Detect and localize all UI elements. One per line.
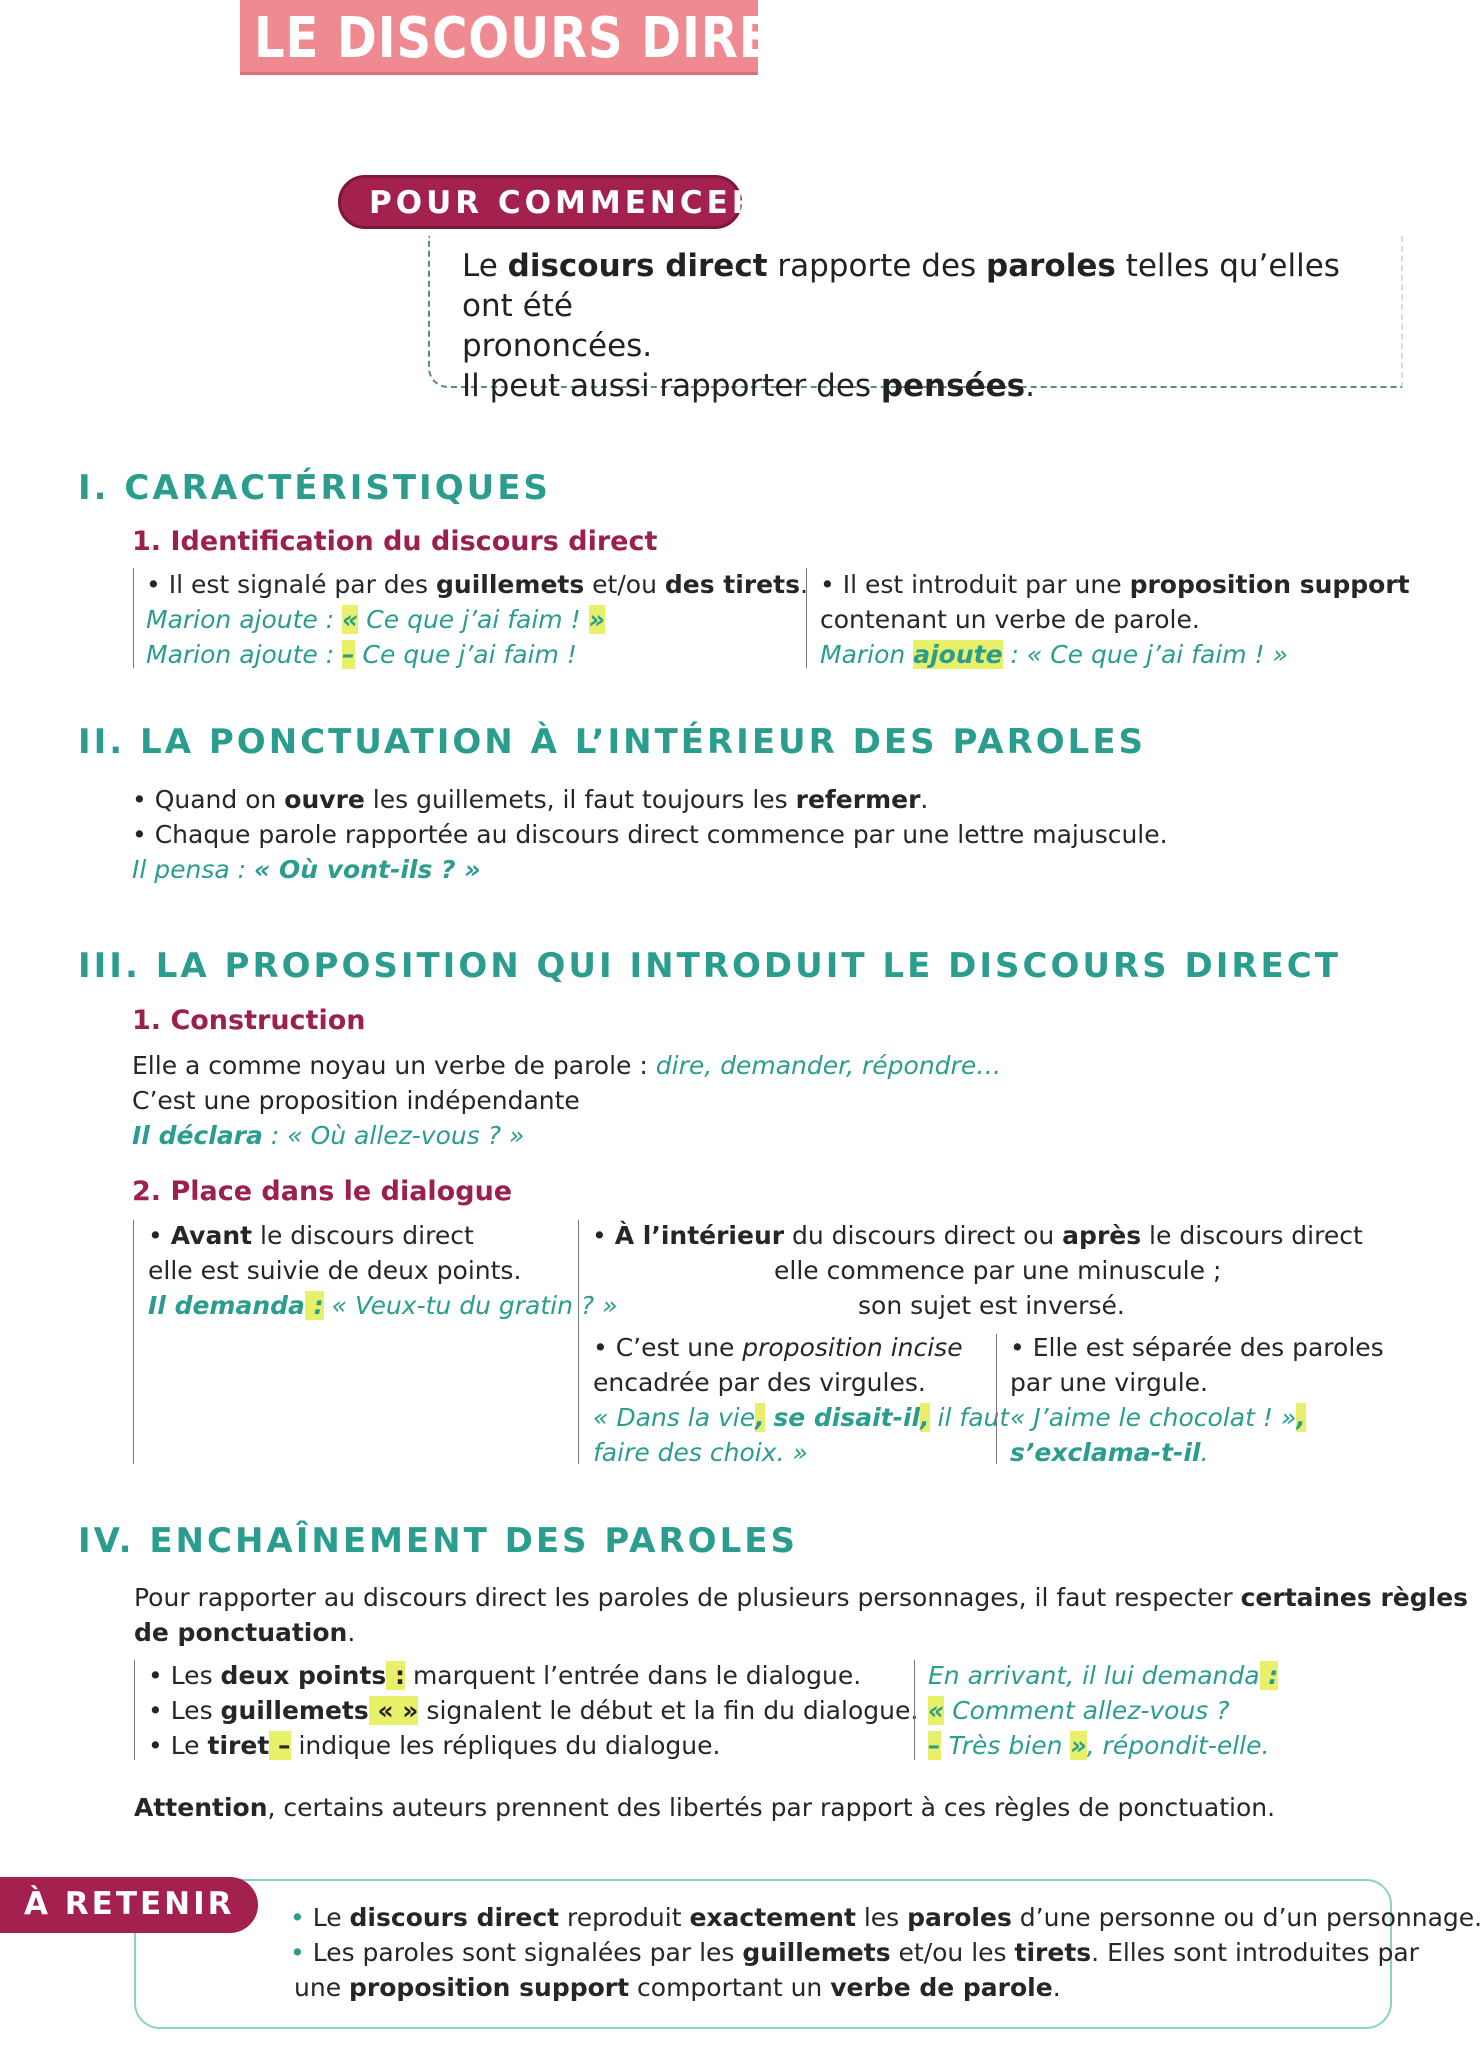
text: elle commence par une minuscule ;	[774, 1256, 1222, 1285]
example-text: Marion ajoute :	[146, 640, 343, 669]
bold-text: proposition support	[1129, 570, 1410, 599]
text: .	[920, 785, 929, 814]
text: .	[347, 1618, 356, 1647]
highlight-mark: « »	[368, 1696, 419, 1725]
bold-text: certaines règles	[1240, 1583, 1469, 1612]
divider	[578, 1220, 579, 1464]
text: Les paroles sont signalées par les	[312, 1938, 743, 1967]
text: par une virgule.	[1010, 1368, 1208, 1397]
s3-incise-block	[593, 1330, 1009, 1470]
intro-text-part: .	[1025, 368, 1035, 404]
example-text: « Dans la vie	[593, 1403, 756, 1432]
bullet: •	[592, 1221, 615, 1250]
example-text: dire, demander, répondre…	[655, 1051, 1002, 1080]
intro-text-part: Le	[462, 248, 508, 284]
highlight-mark: »	[588, 605, 605, 634]
text: du discours direct ou	[784, 1221, 1063, 1250]
text: • Les	[148, 1661, 221, 1690]
s1-left-block	[146, 567, 808, 672]
example-text: Ce que j’ai faim !	[358, 605, 589, 634]
bold-text: guillemets	[742, 1938, 891, 1967]
text: .	[1052, 1973, 1061, 2002]
text: • Il est introduit par une	[820, 570, 1130, 599]
text: Pour rapporter au discours direct les paroles de plusieurs personnages, il faut respecter	[134, 1583, 1241, 1612]
highlight-mark: :	[1259, 1661, 1279, 1690]
text: .	[799, 570, 808, 599]
example-text: Ce que j’ai faim !	[354, 640, 577, 669]
example-text: Comment allez-vous ?	[944, 1696, 1230, 1725]
example-bold: Il déclara	[132, 1121, 263, 1150]
example-text: En arrivant, il lui demanda	[928, 1661, 1260, 1690]
example-text: Très bien	[940, 1731, 1071, 1760]
example-bold: se disait-il	[764, 1403, 921, 1432]
bold-text: deux points	[220, 1661, 387, 1690]
bullet: •	[290, 1903, 313, 1932]
s1-right-block	[820, 567, 1410, 672]
text: les	[855, 1903, 908, 1932]
text: le discours direct	[1141, 1221, 1363, 1250]
example-text: Marion	[820, 640, 914, 669]
intro-bold: paroles	[986, 248, 1116, 284]
divider	[134, 1660, 135, 1760]
subsection-heading: 2. Place dans le dialogue	[132, 1176, 513, 1207]
text: • Les	[148, 1696, 221, 1725]
intro-text	[462, 246, 1392, 406]
intro-line: prononcées.	[462, 328, 653, 364]
retenir-label	[0, 1877, 258, 1933]
example-text: « Veux-tu du gratin ? »	[323, 1291, 618, 1320]
s2-block	[132, 782, 1168, 887]
text: • Elle est séparée des paroles	[1010, 1333, 1384, 1362]
text: contenant un verbe de parole.	[820, 605, 1200, 634]
s4-intro	[134, 1580, 1468, 1650]
highlight-mark: :	[304, 1291, 324, 1320]
bold-text: paroles	[907, 1903, 1012, 1932]
example-text: : « Où allez-vous ? »	[262, 1121, 525, 1150]
divider	[806, 568, 807, 668]
bold-text: refermer	[795, 785, 921, 814]
example-text: faire des choix. »	[593, 1438, 808, 1467]
text: signalent le début et la fin du dialogue.	[418, 1696, 919, 1725]
intro-bold: pensées	[880, 368, 1026, 404]
divider	[133, 1220, 134, 1464]
text: et/ou les	[890, 1938, 1015, 1967]
highlight-mark: –	[269, 1731, 291, 1760]
intro-label-text: POUR COMMENCER	[369, 185, 760, 221]
text: reproduit	[559, 1903, 690, 1932]
text: et/ou	[584, 570, 665, 599]
intro-text-part: telles qu’elles ont été	[462, 248, 1340, 324]
s4-example	[928, 1658, 1278, 1763]
text: d’une personne ou d’un personnage.	[1011, 1903, 1482, 1932]
text: • Il est signalé par des	[146, 570, 437, 599]
text: encadrée par des virgules.	[593, 1368, 926, 1397]
example-bold: « Où vont-ils ? »	[254, 855, 481, 884]
intro-text-part: rapporte des	[767, 248, 987, 284]
subsection-heading: 1. Identification du discours direct	[132, 526, 658, 557]
bold-text: À l’intérieur	[614, 1221, 785, 1250]
example-bold: s’exclama-t-il	[1010, 1438, 1201, 1467]
bold-text: discours direct	[349, 1903, 560, 1932]
text: indique les répliques du dialogue.	[290, 1731, 721, 1760]
bold-text: ouvre	[284, 785, 365, 814]
s3-avant-block	[148, 1218, 618, 1323]
bold-text: proposition support	[349, 1973, 630, 2002]
example-text: Il pensa :	[132, 855, 255, 884]
bold-text: guillemets	[436, 570, 585, 599]
bold-text: exactement	[689, 1903, 856, 1932]
text: marquent l’entrée dans le dialogue.	[405, 1661, 862, 1690]
text: Le	[312, 1903, 350, 1932]
example-text: « J’aime le chocolat ! »	[1010, 1403, 1297, 1432]
highlight-mark: «	[342, 605, 359, 634]
highlight-mark: ajoute	[913, 640, 1003, 669]
example-text: Marion ajoute :	[146, 605, 343, 634]
intro-label	[338, 175, 760, 229]
text: elle est suivie de deux points.	[148, 1256, 522, 1285]
highlight-mark: –	[342, 640, 355, 669]
divider	[996, 1334, 997, 1464]
text: une	[294, 1973, 350, 2002]
text: • Le	[148, 1731, 208, 1760]
bold-text: Avant	[170, 1221, 253, 1250]
bold-text: des tirets	[664, 570, 800, 599]
bold-text: tiret	[207, 1731, 270, 1760]
retenir-label-text: À RETENIR	[24, 1886, 235, 1922]
section-heading-4: IV. ENCHAÎNEMENT DES PAROLES	[78, 1521, 798, 1561]
page-title: LE DISCOURS DIRECT	[254, 6, 843, 71]
section-heading-2: II. LA PONCTUATION À L’INTÉRIEUR DES PAROLES	[78, 722, 1147, 762]
example-text: .	[1200, 1438, 1209, 1467]
italic-text: proposition incise	[742, 1333, 963, 1362]
intro-bold: discours direct	[507, 248, 768, 284]
section-heading-3: III. LA PROPOSITION QUI INTRODUIT LE DISCOURS DIRECT	[78, 946, 1341, 986]
intro-text-part: Il peut aussi rapporter des	[462, 368, 881, 404]
bold-text: tirets	[1014, 1938, 1092, 1967]
highlight-mark: »	[1070, 1731, 1087, 1760]
bullet: •	[148, 1221, 171, 1250]
s4-rules	[148, 1658, 918, 1763]
s3-virgule-block	[1010, 1330, 1384, 1470]
text: le discours direct	[252, 1221, 474, 1250]
s3-construction	[132, 1048, 1001, 1153]
highlight-mark: ,	[755, 1403, 765, 1432]
highlight-mark: :	[386, 1661, 405, 1690]
example-bold: Il demanda	[148, 1291, 305, 1320]
text: son sujet est inversé.	[858, 1291, 1125, 1320]
text: • C’est une	[593, 1333, 743, 1362]
text: Elle a comme noyau un verbe de parole :	[132, 1051, 656, 1080]
bold-text: verbe de parole	[830, 1973, 1053, 2002]
text: , certains auteurs prennent des libertés par rapport à ces règles de ponctuation.	[267, 1793, 1276, 1822]
text: . Elles sont introduites par	[1091, 1938, 1419, 1967]
text: C’est une proposition indépendante	[132, 1086, 580, 1115]
text: comportant un	[629, 1973, 831, 2002]
highlight-mark: ,	[1296, 1403, 1306, 1432]
divider	[133, 568, 134, 668]
divider	[914, 1660, 915, 1760]
bold-text: Attention	[134, 1793, 268, 1822]
title-banner	[240, 0, 843, 75]
section-heading-1: I. CARACTÉRISTIQUES	[78, 468, 551, 508]
bullet: •	[290, 1938, 313, 1967]
retenir-text	[290, 1900, 1482, 2005]
highlight-mark: –	[928, 1731, 941, 1760]
s4-attention	[134, 1790, 1275, 1825]
text: les guillemets, il faut toujours les	[364, 785, 796, 814]
s3-interieur-block	[592, 1218, 1363, 1323]
subsection-heading: 1. Construction	[132, 1005, 366, 1036]
example-text: , répondit-elle.	[1086, 1731, 1270, 1760]
highlight-mark: ,	[920, 1403, 930, 1432]
example-text: : « Ce que j’ai faim ! »	[1002, 640, 1288, 669]
bold-text: après	[1062, 1221, 1142, 1250]
text: • Quand on	[132, 785, 285, 814]
example-text: il faut	[929, 1403, 1010, 1432]
bold-text: guillemets	[220, 1696, 369, 1725]
bold-text: de ponctuation	[134, 1618, 348, 1647]
highlight-mark: «	[928, 1696, 945, 1725]
text: • Chaque parole rapportée au discours direct commence par une lettre majuscule.	[132, 820, 1168, 849]
